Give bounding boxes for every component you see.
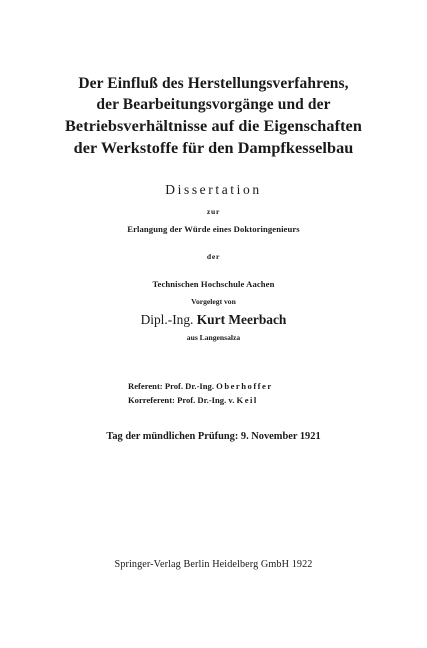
title-line-2: der Bearbeitungsvorgänge und der [96,96,331,113]
author-line [0,313,427,326]
presented-by: Vorgelegt von [191,297,236,306]
institution-name: Technischen Hochschule Aachen [152,279,275,289]
zur-text: zur [206,207,221,216]
dissertation-label: Dissertation [165,182,262,197]
degree-purpose: Erlangung der Würde eines Doktoringenieurs [127,224,300,234]
referent-line [128,382,273,391]
korreferent-line [128,396,258,405]
korreferent-label: Korreferent: Prof. Dr.-Ing. v. [128,395,237,405]
title-line-4: der Werkstoffe für den Dampfkesselbau [73,139,354,157]
publisher-line: Springer-Verlag Berlin Heidelberg GmbH 1922 [114,559,313,570]
author-origin: aus Langensalza [186,333,241,342]
author-prefix: Dipl.-Ing. [140,312,194,327]
author-name: Kurt Meerbach [196,312,287,327]
exam-date: Tag der mündlichen Prüfung: 9. November 1921 [106,431,321,442]
korreferent-name: Keil [236,395,258,405]
der-text: der [206,252,221,261]
title-line-1: Der Einfluß des Herstellungsverfahrens, [78,75,349,92]
referent-label: Referent: Prof. Dr.-Ing. [128,381,217,391]
referent-name: Oberhoffer [216,381,273,391]
title-line-3: Betriebsverhältnisse auf die Eigenschaften [65,117,362,135]
